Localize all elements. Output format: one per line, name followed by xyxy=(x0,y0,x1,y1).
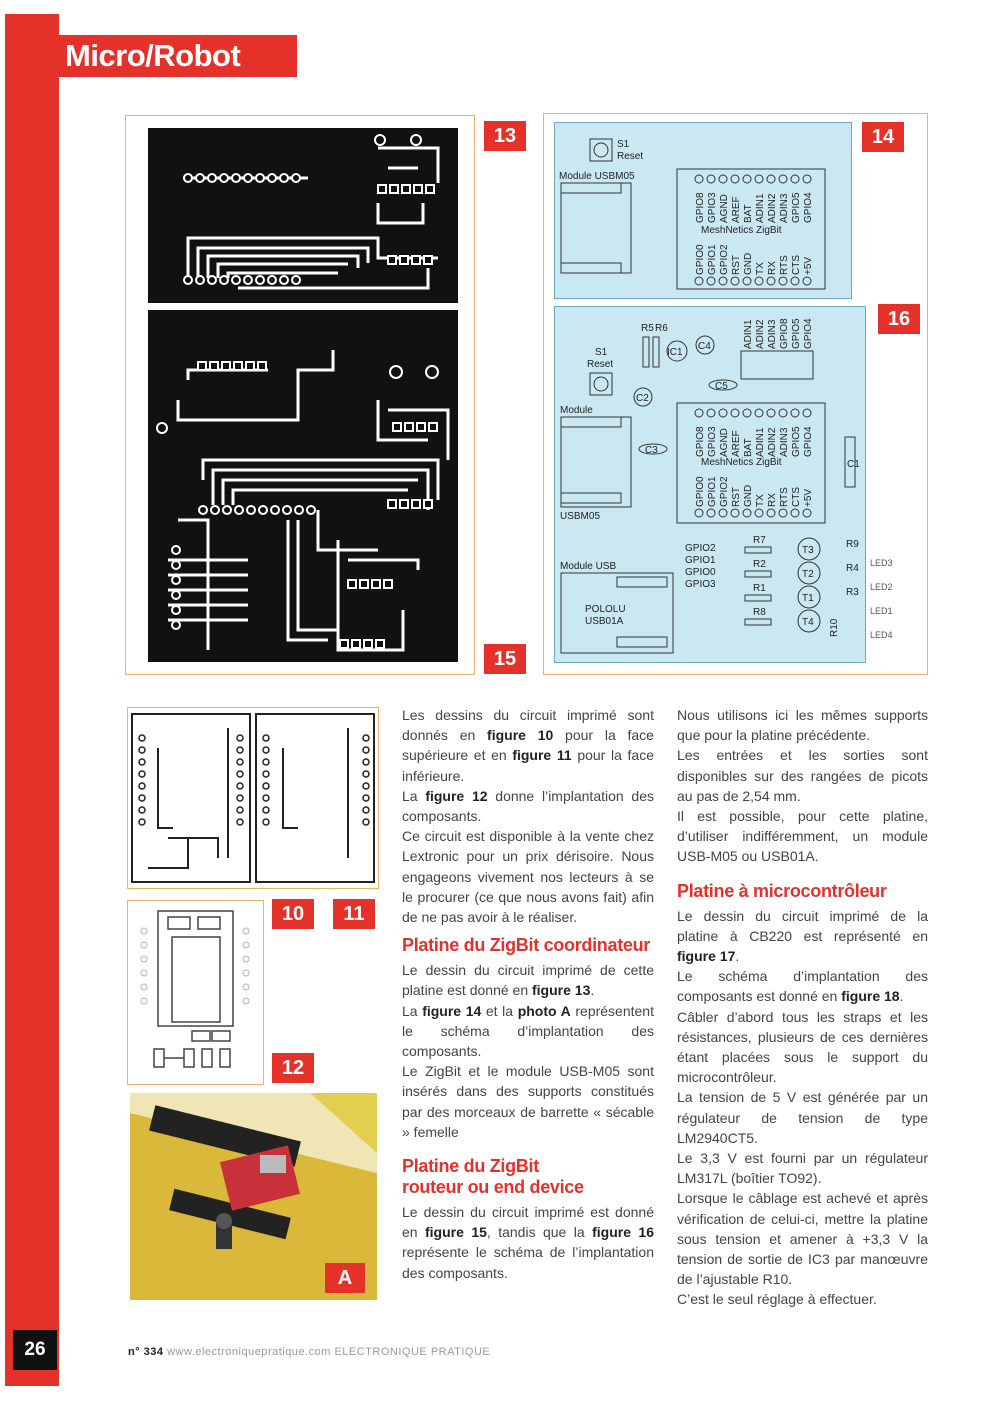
col2-paragraph-8: Le 3,3 V est fourni par un régulateur LM317L (boîtier TO92). xyxy=(677,1150,928,1187)
figure-12-layout-art xyxy=(128,901,263,1084)
fig14-reset-label: Reset xyxy=(617,151,644,162)
col2-paragraph-3: Il est possible, pour cette platine, d’utiliser indifféremment, un module USB-M05 ou USB01A. xyxy=(677,808,928,865)
fig16-module-usb-label: Module USB xyxy=(560,561,617,572)
fig14-top-pin-gpio3: GPIO3 xyxy=(707,192,718,223)
fig16-ic1-label: IC1 xyxy=(667,347,683,358)
fig16-bottom-pin-gpio0: GPIO0 xyxy=(695,476,706,507)
fig16-side-r3: R3 xyxy=(846,587,859,598)
fig14-module-label: Module USBM05 xyxy=(559,171,635,182)
fig16-adin-pins xyxy=(743,318,814,349)
fig16-gpio-out xyxy=(685,543,716,590)
fig16-led-labels xyxy=(870,551,893,647)
fig16-module-label: Module xyxy=(560,405,593,416)
fig14-top-pin-adin3: ADIN3 xyxy=(779,193,790,223)
fig16-bottom-pin-rts: RTS xyxy=(779,487,790,507)
fig16-adin-pin-adin1: ADIN1 xyxy=(743,319,754,349)
fig14-top-pin-agnd: AGND xyxy=(719,194,730,223)
fig16-bottom-pin-gpio1: GPIO1 xyxy=(707,476,718,507)
fig14-top-pins xyxy=(695,192,814,223)
fig16-top-pin-agnd: AGND xyxy=(719,428,730,457)
fig16-c5-label: C5 xyxy=(715,381,728,392)
fig16-transistor-t2: T2 xyxy=(802,569,814,580)
side-color-bar xyxy=(5,14,59,1386)
fig16-resistor-body xyxy=(745,547,771,553)
col2-paragraph-2: Les entrées et les sorties sont disponibles sur des rangées de picots au pas de 2,54 mm. xyxy=(677,747,928,804)
figure-12-frame xyxy=(127,900,264,1085)
figure-14-number: 14 xyxy=(862,122,904,152)
fig14-bottom-pin-rx: RX xyxy=(767,261,778,275)
col2-paragraph-1: Nous utilisons ici les mêmes supports que pour la platine précédente. xyxy=(677,707,928,744)
fig16-gpio-gpio3: GPIO3 xyxy=(685,579,716,590)
col2-paragraph-6: Câbler d’abord tous les straps et les résistances, plusieurs de ces dernières étant placées sous le support du microcontrôleur. xyxy=(677,1008,928,1086)
figure-16-layout xyxy=(554,306,866,663)
figure-11-number: 11 xyxy=(333,899,375,929)
figure-13-number: 13 xyxy=(484,121,526,151)
col1-paragraph-7: Le dessin du circuit imprimé est donné en figure 15, tandis que la figure 16 représente le schéma de l’implantation des composants. xyxy=(402,1204,654,1281)
fig14-bottom-pin-gpio1: GPIO1 xyxy=(707,244,718,275)
fig16-top-pin-adin2: ADIN2 xyxy=(767,427,778,457)
fig14-bottom-pin-5v: +5V xyxy=(803,256,814,275)
fig16-top-pin-gpio4: GPIO4 xyxy=(803,426,814,457)
fig14-bottom-pin-rts: RTS xyxy=(779,255,790,275)
fig16-resistor-r7: R7 xyxy=(753,535,766,546)
col2-paragraph-4: Le dessin du circuit imprimé de la platine à CB220 est représenté en figure 17. xyxy=(677,907,928,965)
fig16-c1-label: C1 xyxy=(847,459,860,470)
fig16-gpio-gpio2: GPIO2 xyxy=(685,543,716,554)
fig14-bottom-pin-gpio0: GPIO0 xyxy=(695,244,706,275)
fig16-bottom-pin-gpio2: GPIO2 xyxy=(719,476,730,507)
fig16-resistor-r8: R8 xyxy=(753,607,766,618)
fig16-resistor-r2: R2 xyxy=(753,559,766,570)
figure-13-15-frame xyxy=(125,115,517,675)
figure-13-pcb-art xyxy=(148,128,458,303)
fig16-zigbit-label: MeshNetics ZigBit xyxy=(701,457,782,468)
fig16-usb01a-label: USB01A xyxy=(585,616,624,627)
col2-paragraph-9: Lorsque le câblage est achevé et après vérification de celui-ci, mettre la platine sous tension et amener à +3,3 V la tension de sortie de IC3 par manœuvre de l’ajustable R10. xyxy=(677,1190,928,1288)
figure-13-pcb xyxy=(148,128,458,303)
fig14-top-pin-bat: BAT xyxy=(743,204,754,223)
fig16-resistor-body xyxy=(745,595,771,601)
text-column-2 xyxy=(677,705,928,1310)
fig16-c3-label: C3 xyxy=(645,445,658,456)
fig16-top-pin-aref: AREF xyxy=(731,430,742,457)
figure-14-layout xyxy=(554,122,852,299)
fig16-top-pin-gpio3: GPIO3 xyxy=(707,426,718,457)
col1-paragraph-4: Le dessin du circuit imprimé de cette platine est donné en figure 13. xyxy=(402,962,654,999)
footer-issue: n° 334 xyxy=(128,1346,164,1358)
fig16-resistors xyxy=(745,535,771,625)
fig16-gpio-gpio0: GPIO0 xyxy=(685,567,716,578)
figure-14-diagram xyxy=(555,123,851,298)
fig16-resistor-body xyxy=(745,619,771,625)
fig16-side-resistors xyxy=(846,539,859,598)
fig16-bottom-pin-gnd: GND xyxy=(743,484,754,507)
figure-16-diagram xyxy=(555,307,865,662)
col1-paragraph-1: Les dessins du circuit imprimé sont donnés en figure 10 pour la face supérieure et en figure 11 pour la face inférieure. xyxy=(402,707,654,784)
photo-a xyxy=(130,1093,377,1300)
footer xyxy=(128,1346,490,1358)
figure-10-number: 10 xyxy=(272,899,314,929)
heading-zigbit-routeur: Platine du ZigBit routeur ou end device xyxy=(402,1156,584,1198)
fig14-top-pin-gpio8: GPIO8 xyxy=(695,192,706,223)
fig16-bottom-pin-rx: RX xyxy=(767,493,778,507)
col2-paragraph-10: C’est le seul réglage à effectuer. xyxy=(677,1291,877,1308)
fig16-reset-label: Reset xyxy=(587,359,614,370)
fig14-bottom-pin-rst: RST xyxy=(731,255,742,275)
heading-zigbit-coordinateur: Platine du ZigBit coordinateur xyxy=(402,935,651,956)
fig16-resistor-r1: R1 xyxy=(753,583,766,594)
fig14-bottom-pins xyxy=(695,244,814,275)
figure-12-number: 12 xyxy=(272,1053,314,1083)
fig14-bottom-pin-tx: TX xyxy=(755,262,766,275)
led4-label: LED4 xyxy=(870,630,893,640)
fig16-r5-label: R5 xyxy=(641,323,654,334)
fig16-usbm05-label: USBM05 xyxy=(560,511,601,522)
fig16-top-pin-gpio8: GPIO8 xyxy=(695,426,706,457)
fig14-bottom-pin-gnd: GND xyxy=(743,252,754,275)
fig16-s1-label: S1 xyxy=(595,347,608,358)
fig16-r6-label: R6 xyxy=(655,323,668,334)
fig14-bottom-pin-gpio2: GPIO2 xyxy=(719,244,730,275)
fig16-transistor-t1: T1 xyxy=(802,593,814,604)
col2-paragraph-7: La tension de 5 V est générée par un régulateur de tension de type LM2940CT5. xyxy=(677,1089,928,1146)
fig16-adin-pin-gpio5: GPIO5 xyxy=(791,318,802,349)
fig16-transistors xyxy=(798,538,820,632)
heading-microcontroleur: Platine à microcontrôleur xyxy=(677,880,887,901)
fig16-c2-label: C2 xyxy=(636,393,649,404)
led2-label: LED2 xyxy=(870,582,893,592)
fig16-top-pin-bat: BAT xyxy=(743,438,754,457)
fig14-top-pin-gpio4: GPIO4 xyxy=(803,192,814,223)
fig16-r10-label: R10 xyxy=(829,618,840,637)
fig16-top-pin-adin1: ADIN1 xyxy=(755,427,766,457)
col1-paragraph-6: Le ZigBit et le module USB-M05 sont insérés dans des supports constitués par des morceaux de barrette « sécable » femelle xyxy=(402,1063,654,1140)
fig16-transistor-t4: T4 xyxy=(802,617,814,628)
fig14-top-pin-aref: AREF xyxy=(731,196,742,223)
text-column-1 xyxy=(402,705,654,1283)
fig14-top-pin-gpio5: GPIO5 xyxy=(791,192,802,223)
fig16-resistor-body xyxy=(745,571,771,577)
page-number: 26 xyxy=(13,1330,57,1370)
fig14-zigbit-label: MeshNetics ZigBit xyxy=(701,225,782,236)
section-header: Micro/Robot xyxy=(59,35,297,77)
footer-magazine: ELECTRONIQUE PRATIQUE xyxy=(334,1346,491,1358)
fig16-top-pin-adin3: ADIN3 xyxy=(779,427,790,457)
fig16-gpio-gpio1: GPIO1 xyxy=(685,555,716,566)
col1-paragraph-3: Ce circuit est disponible à la vente chez Lextronic pour un prix dérisoire. Nous engageons vivement nos lecteurs à se le procurer (ce que nous avons fait) afin de ne pas avoir à le réaliser. xyxy=(402,828,654,926)
fig14-s1-label: S1 xyxy=(617,139,630,150)
led3-label: LED3 xyxy=(870,558,893,568)
fig14-top-pin-adin1: ADIN1 xyxy=(755,193,766,223)
figure-15-number: 15 xyxy=(484,644,526,674)
fig16-bottom-pin-rst: RST xyxy=(731,487,742,507)
footer-url: www.electroniquepratique.com xyxy=(167,1346,331,1358)
fig14-bottom-pin-cts: CTS xyxy=(791,255,802,275)
col1-paragraph-2: La figure 12 donne l’implantation des composants. xyxy=(402,787,654,825)
fig16-top-pins xyxy=(695,426,814,457)
fig16-bottom-pins xyxy=(695,476,814,507)
fig16-bottom-pin-tx: TX xyxy=(755,494,766,507)
fig16-top-pin-gpio5: GPIO5 xyxy=(791,426,802,457)
col1-paragraph-5: La figure 14 et la photo A représentent le schéma d’implantation des composants. xyxy=(402,1002,654,1060)
fig16-bottom-pin-5v: +5V xyxy=(803,488,814,507)
fig16-adin-pin-adin2: ADIN2 xyxy=(755,319,766,349)
photo-a-label: A xyxy=(325,1263,365,1293)
fig16-adin-pin-adin3: ADIN3 xyxy=(767,319,778,349)
fig16-adin-pin-gpio8: GPIO8 xyxy=(779,318,790,349)
figure-10-11-frame xyxy=(127,707,379,889)
fig16-side-r4: R4 xyxy=(846,563,859,574)
fig16-side-r9: R9 xyxy=(846,539,859,550)
figure-16-number: 16 xyxy=(878,304,920,334)
col2-paragraph-5: Le schéma d’implantation des composants est donné en figure 18. xyxy=(677,968,928,1005)
led1-label: LED1 xyxy=(870,606,893,616)
fig16-pololu-label: POLOLU xyxy=(585,604,626,615)
figure-14-16-frame xyxy=(543,113,928,675)
fig16-bottom-pin-cts: CTS xyxy=(791,487,802,507)
fig16-c4-label: C4 xyxy=(698,341,711,352)
figure-10-11-pcb-art xyxy=(128,708,378,888)
figure-15-pcb xyxy=(148,310,458,662)
fig16-transistor-t3: T3 xyxy=(802,545,814,556)
fig14-top-pin-adin2: ADIN2 xyxy=(767,193,778,223)
figure-15-pcb-art xyxy=(148,310,458,662)
fig16-adin-pin-gpio4: GPIO4 xyxy=(803,318,814,349)
